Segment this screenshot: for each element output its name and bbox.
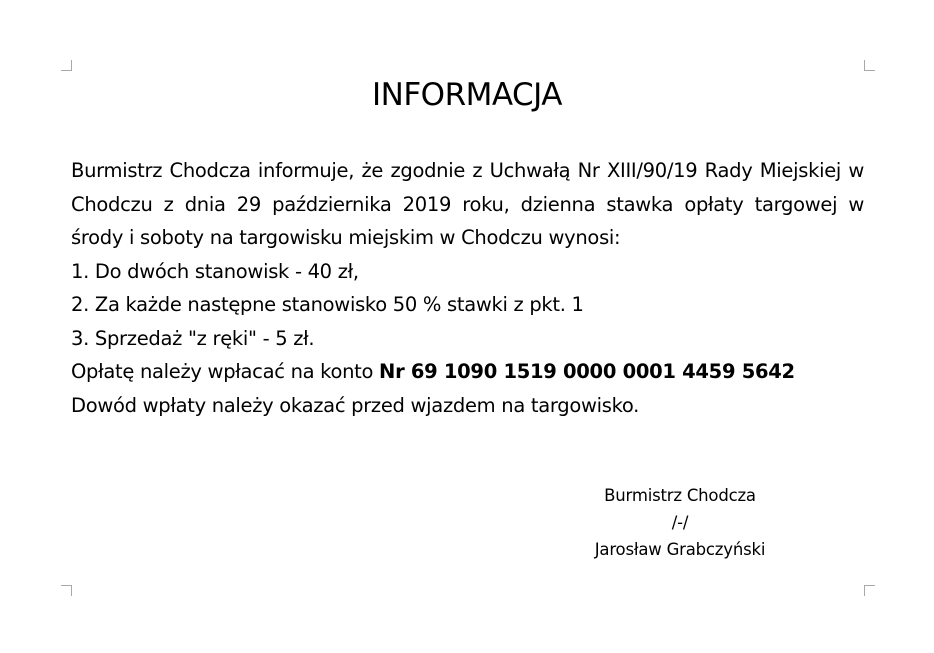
page-corner-mark-top-left [61, 60, 72, 71]
payment-line [71, 355, 864, 389]
signature-mark: /-/ [671, 513, 689, 532]
list-item-2: 2. Za każde następne stanowisko 50 % stawki z pkt. 1 [71, 293, 584, 316]
document-body [71, 154, 864, 422]
page-corner-mark-bottom-right [864, 585, 875, 596]
account-number: Nr 69 1090 1519 0000 0001 4459 5642 [379, 360, 795, 383]
payment-text: Opłatę należy wpłacać na konto [71, 360, 380, 383]
signature-block [560, 482, 800, 563]
list-item-1: 1. Do dwóch stanowisk - 40 zł, [71, 259, 359, 283]
list-item-3: 3. Sprzedaż "z ręki" - 5 zł. [71, 326, 315, 350]
signature-role: Burmistrz Chodcza [604, 486, 756, 505]
proof-line: Dowód wpłaty należy okazać przed wjazdem na targowisko. [71, 393, 640, 417]
intro-paragraph: Burmistrz Chodcza informuje, że zgodnie z Uchwałą Nr XIII/90/19 Rady Miejskiej w Chodczu z dnia 29 października 2019 roku, dzienna stawka opłaty targowej w środy i soboty na targowisku miejskim w Chodczu wynosi: [71, 159, 864, 249]
page-corner-mark-top-right [864, 60, 875, 71]
document-title: INFORMACJA [372, 77, 562, 113]
page-corner-mark-bottom-left [61, 585, 72, 596]
signature-name: Jarosław Grabczyński [594, 540, 766, 559]
